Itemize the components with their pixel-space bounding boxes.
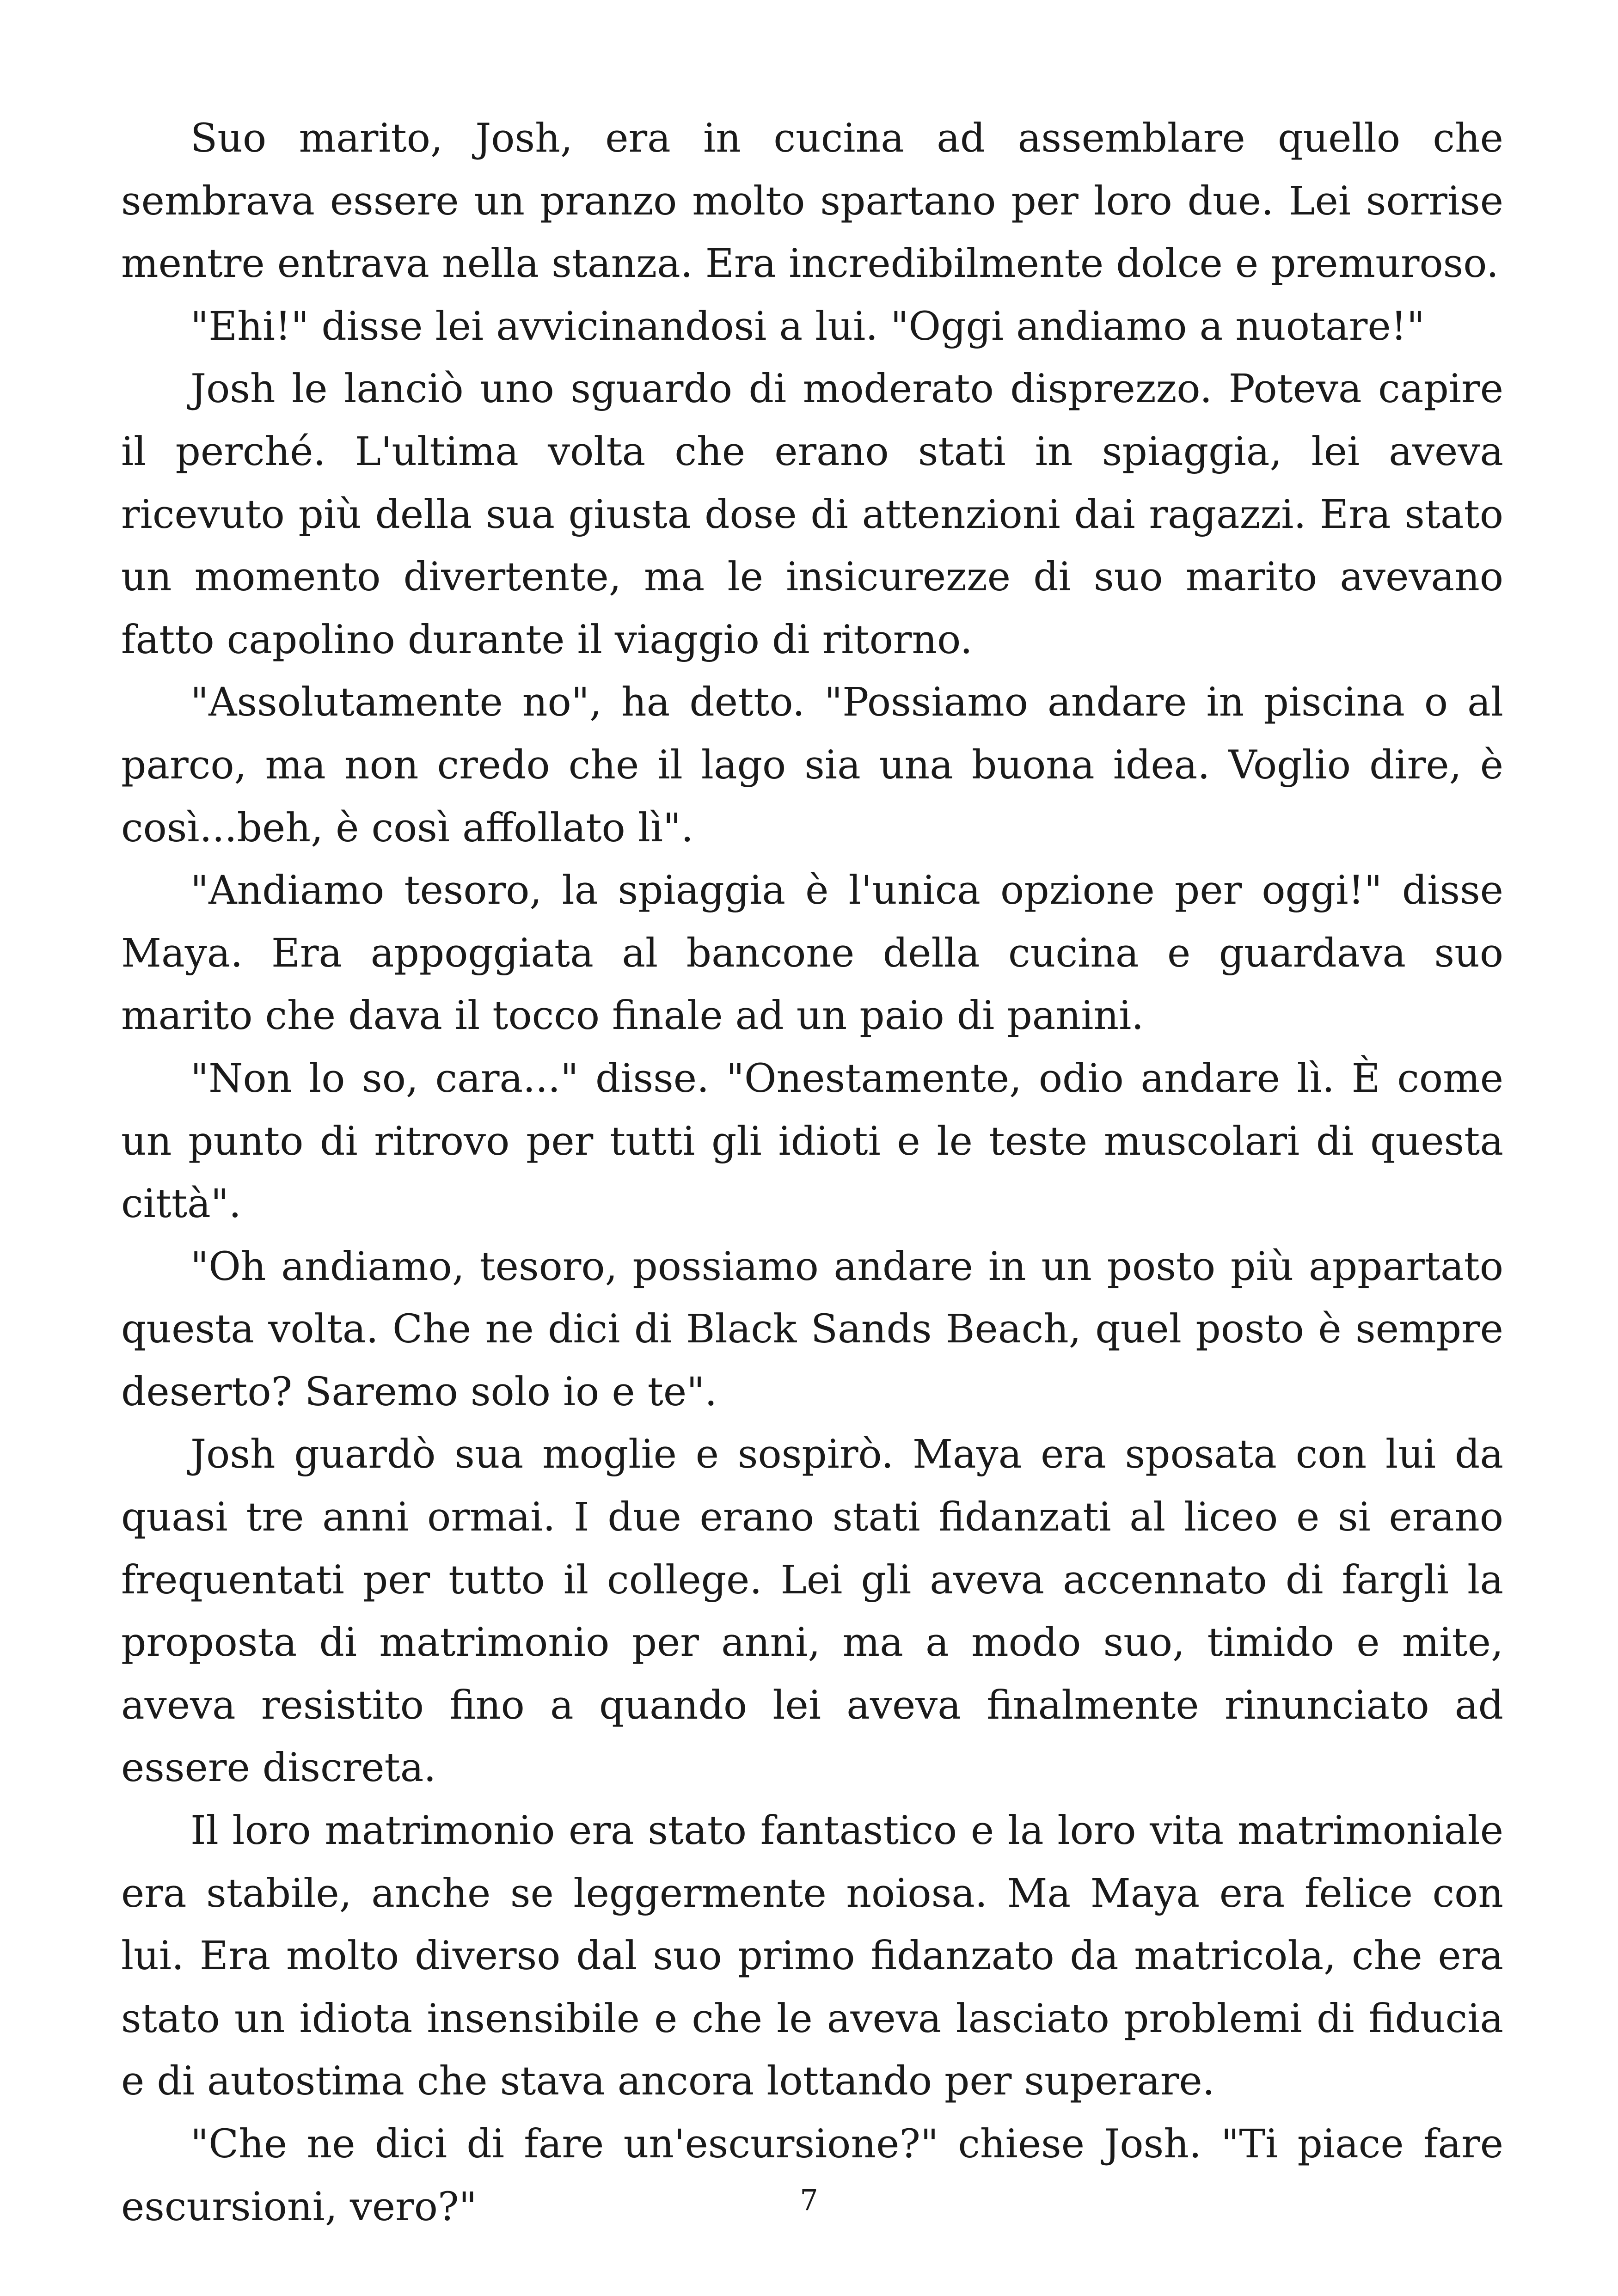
- paragraph: "Assolutamente no", ha detto. "Possiamo andare in piscina o al parco, ma non credo che il lago sia una buona idea. Voglio dire, è così...beh, è così affollato lì".: [121, 680, 1503, 851]
- page-body-text: [121, 107, 1503, 2238]
- paragraph: "Oh andiamo, tesoro, possiamo andare in un posto più appartato questa volta. Che ne dici di Black Sands Beach, quel posto è sempre deserto? Saremo solo io e te".: [121, 1243, 1503, 1415]
- paragraph: Il loro matrimonio era stato fantastico e la loro vita matrimoniale era stabile, anche se leggermente noiosa. Ma Maya era felice con lui. Era molto diverso dal suo primo fidanzato da matricola, che era stato un idiota insensibile e che le aveva lasciato problemi di fiducia e di autostima che stava ancora lottando per superare.: [121, 1808, 1503, 2105]
- paragraph: "Andiamo tesoro, la spiaggia è l'unica opzione per oggi!" disse Maya. Era appoggiata al bancone della cucina e guardava suo marito che dava il tocco finale ad un paio di panini.: [121, 868, 1503, 1039]
- paragraph: "Non lo so, cara..." disse. "Onestamente, odio andare lì. È come un punto di ritrovo per tutti gli idioti e le teste muscolari di questa città".: [121, 1055, 1503, 1227]
- paragraph: Suo marito, Josh, era in cucina ad assemblare quello che sembrava essere un pranzo molto spartano per loro due. Lei sorrise mentre entrava nella stanza. Era incredibilmente dolce e premuroso.: [121, 116, 1503, 287]
- paragraph: "Che ne dici di fare un'escursione?" chiese Josh. "Ti piace fare escursioni, vero?": [121, 2121, 1503, 2230]
- paragraph: Josh guardò sua moglie e sospirò. Maya era sposata con lui da quasi tre anni ormai. I due erano stati fidanzati al liceo e si erano frequentati per tutto il college. Lei gli aveva accennato di fargli la proposta di matrimonio per anni, ma a modo suo, timido e mite, aveva resistito fino a quando lei aveva finalmente rinunciato ad essere discreta.: [121, 1432, 1503, 1791]
- paragraph: "Ehi!" disse lei avvicinandosi a lui. "Oggi andiamo a nuotare!": [190, 303, 1425, 349]
- page-number: 7: [800, 2183, 818, 2217]
- paragraph: Josh le lanciò uno sguardo di moderato disprezzo. Poteva capire il perché. L'ultima volta che erano stati in spiaggia, lei aveva ricevuto più della sua giusta dose di attenzioni dai ragazzi. Era stato un momento divertente, ma le insicurezze di suo marito avevano fatto capolino durante il viaggio di ritorno.: [121, 366, 1503, 663]
